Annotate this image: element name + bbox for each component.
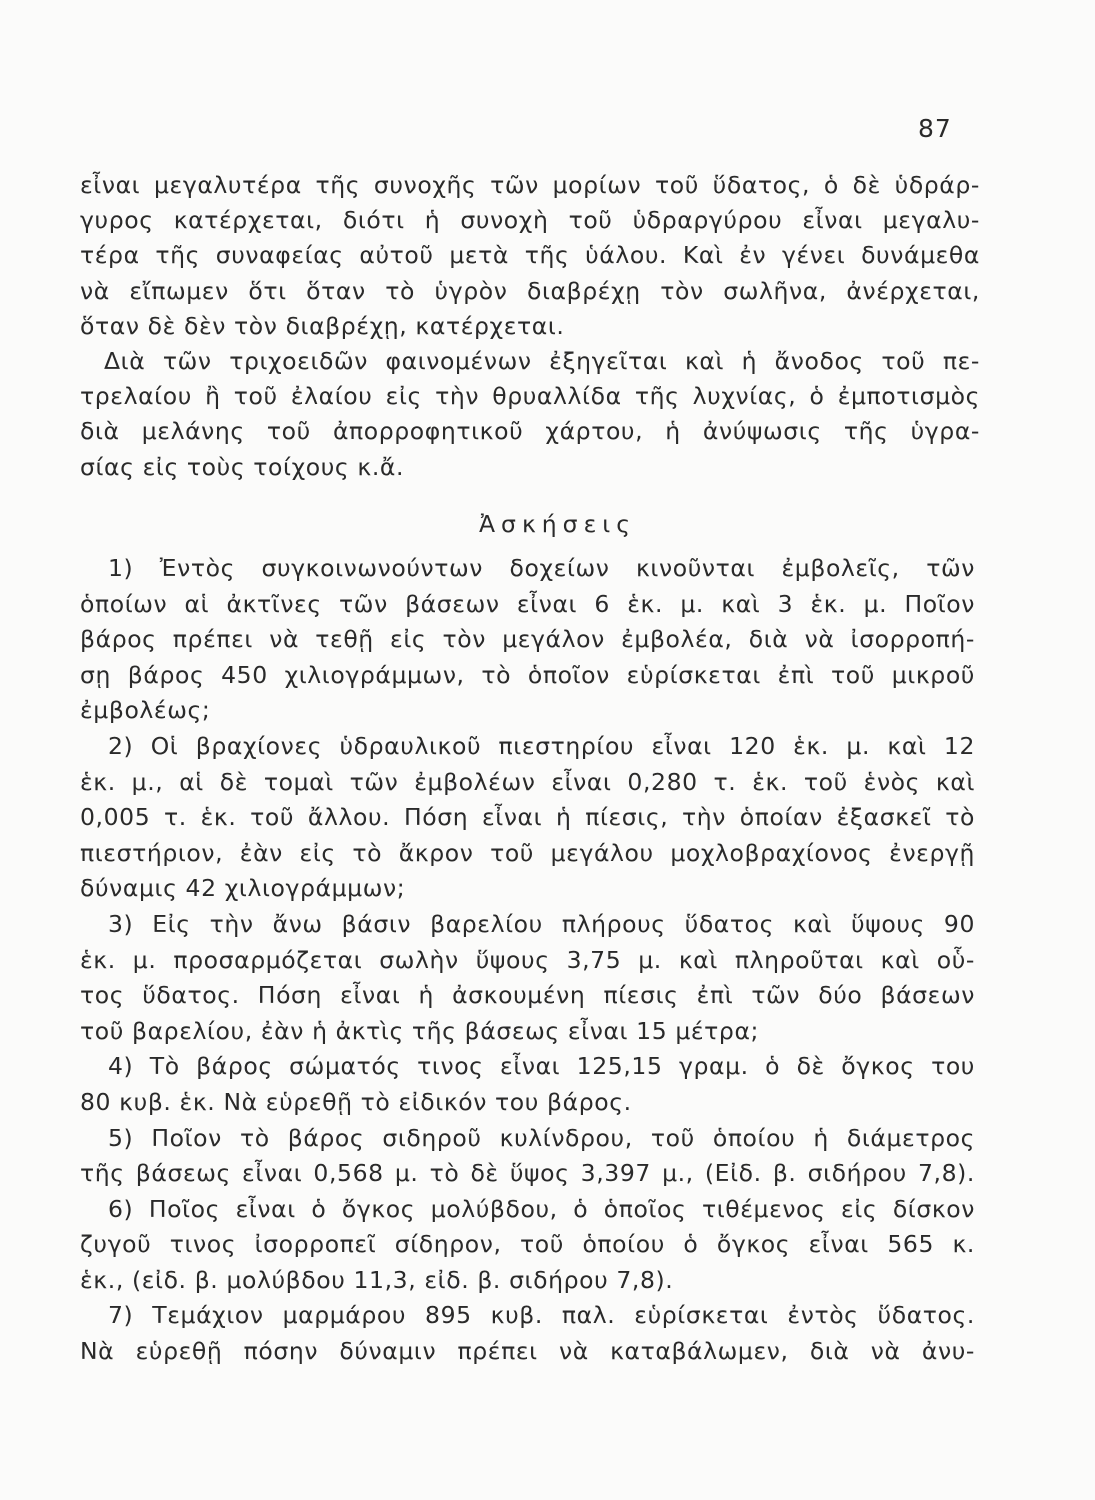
text-line: διὰ μελάνης τοῦ ἀπορροφητικοῦ χάρτου, ἡ ἀνύψωσις τῆς ὑγρα- [80,417,980,446]
exercise-line: ἑκ. μ., αἱ δὲ τομαὶ τῶν ἐμβολέων εἶναι 0,280 τ. ἑκ. τοῦ ἑνὸς καὶ [80,767,975,796]
exercise-line: βάρος πρέπει νὰ τεθῇ εἰς τὸν μεγάλον ἐμβολέα, διὰ νὰ ἰσορροπή- [80,625,975,654]
exercise-line: ὁποίων αἱ ἀκτῖνες τῶν βάσεων εἶναι 6 ἑκ. μ. καὶ 3 ἑκ. μ. Ποῖον [80,589,975,618]
exercise-line: ἑκ. μ. προσαρμόζεται σωλὴν ὕψους 3,75 μ. καὶ πληροῦται καὶ οὗ- [80,945,975,974]
page-number: 87 [918,114,952,143]
text-line: τέρα τῆς συναφείας αὐτοῦ μετὰ τῆς ὑάλου. Καὶ ἐν γένει δυνάμεθα [80,241,980,270]
exercises-list [80,551,975,1370]
text-line: τρελαίου ἢ τοῦ ἐλαίου εἰς τὴν θρυαλλίδα τῆς λυχνίας, ὁ ἐμποτισμὸς [80,382,980,411]
exercise-line: τος ὕδατος. Πόση εἶναι ἡ ἀσκουμένη πίεσις ἐπὶ τῶν δύο βάσεων [80,981,975,1010]
exercise-line: 1) Ἐντὸς συγκοινωνούντων δοχείων κινοῦνται ἐμβολεῖς, τῶν [108,554,975,582]
text-line: εἶναι μεγαλυτέρα τῆς συνοχῆς τῶν μορίων τοῦ ὕδατος, ὁ δὲ ὑδράρ- [80,171,980,199]
exercise-line: 6) Ποῖος εἶναι ὁ ὄγκος μολύβδου, ὁ ὁποῖος τιθέμενος εἰς δίσκον [108,1194,975,1223]
text-line: Διὰ τῶν τριχοειδῶν φαινομένων ἐξηγεῖται καὶ ἡ ἄνοδος τοῦ πε- [104,347,980,376]
body-text [80,168,980,485]
exercise-line: δύναμις 42 χιλιογράμμων; [80,874,406,903]
exercise-line: 5) Ποῖον τὸ βάρος σιδηροῦ κυλίνδρου, τοῦ ὁποίου ἡ διάμετρος [108,1123,975,1152]
exercise-line: 0,005 τ. ἑκ. τοῦ ἄλλου. Πόση εἶναι ἡ πίεσις, τὴν ὁποίαν ἐξασκεῖ τὸ [80,803,975,832]
text-line: γυρος κατέρχεται, διότι ἡ συνοχὴ τοῦ ὑδραργύρου εἶναι μεγαλυ- [80,206,980,235]
exercise-line: 3) Εἰς τὴν ἄνω βάσιν βαρελίου πλήρους ὕδατος καὶ ὕψους 90 [108,909,975,938]
exercise-line: 2) Οἱ βραχίονες ὑδραυλικοῦ πιεστηρίου εἶναι 120 ἑκ. μ. καὶ 12 [108,731,975,760]
exercise-line: 7) Τεμάχιον μαρμάρου 895 κυβ. παλ. εὑρίσκεται ἐντὸς ὕδατος. [108,1301,975,1330]
exercise-line: σῃ βάρος 450 χιλιογράμμων, τὸ ὁποῖον εὑρίσκεται ἐπὶ τοῦ μικροῦ [80,660,975,689]
exercise-line: τοῦ βαρελίου, ἐὰν ἡ ἀκτὶς τῆς βάσεως εἶναι 15 μέτρα; [80,1016,760,1045]
exercise-line: 4) Τὸ βάρος σώματός τινος εἶναι 125,15 γραμ. ὁ δὲ ὄγκος του [108,1052,975,1081]
exercise-line: ἐμβολέως; [80,696,211,725]
text-line: σίας εἰς τοὺς τοίχους κ.ἄ. [80,452,405,481]
exercise-line: ἑκ., (εἰδ. β. μολύβδου 11,3, εἰδ. β. σιδήρου 7,8). [80,1265,674,1294]
text-line: ὅταν δὲ δὲν τὸν διαβρέχῃ, κατέρχεται. [80,311,565,340]
exercise-line: Νὰ εὑρεθῇ πόσην δύναμιν πρέπει νὰ καταβάλωμεν, διὰ νὰ ἀνυ- [80,1337,975,1366]
exercise-line: ζυγοῦ τινος ἰσορροπεῖ σίδηρον, τοῦ ὁποίου ὁ ὄγκος εἶναι 565 κ. [80,1230,975,1259]
section-heading: Ἀσκήσεις [478,510,637,538]
text-line: νὰ εἴπωμεν ὅτι ὅταν τὸ ὑγρὸν διαβρέχῃ τὸν σωλῆνα, ἀνέρχεται, [80,276,980,305]
exercise-line: τῆς βάσεως εἶναι 0,568 μ. τὸ δὲ ὕψος 3,397 μ., (Εἰδ. β. σιδήρου 7,8). [80,1159,975,1188]
exercise-line: πιεστήριον, ἐὰν εἰς τὸ ἄκρον τοῦ μεγάλου μοχλοβραχίονος ἐνεργῇ [80,838,975,867]
exercise-line: 80 κυβ. ἑκ. Νὰ εὑρεθῇ τὸ εἰδικόν του βάρος. [80,1087,632,1116]
